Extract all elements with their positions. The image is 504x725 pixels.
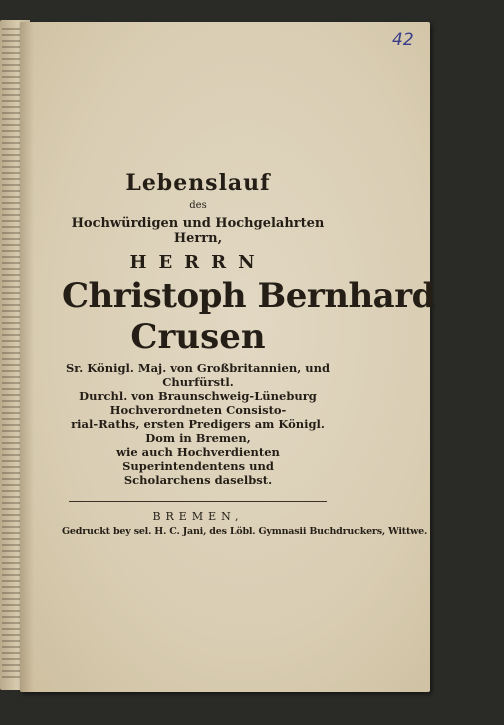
name-line-1: Christoph Bernhard — [62, 276, 435, 316]
honorific-line: Hochwürdigen und Hochgelahrten Herrn, — [71, 216, 325, 246]
imprint-place: BREMEN, — [152, 510, 244, 523]
description-line-2: Durchl. von Braunschweig-Lüneburg Hochverordneten Consisto- — [79, 389, 317, 417]
herrn-line: HERRN — [129, 252, 267, 273]
folio-number: 42 — [392, 30, 414, 50]
name-line-2: Crusen — [130, 317, 266, 357]
description-line-4: wie auch Hochverdienten Superintendentens und — [116, 445, 280, 473]
title-block — [62, 170, 435, 537]
main-title: Lebenslauf — [125, 170, 271, 196]
title-des: des — [189, 200, 207, 211]
description-line-5: Scholarchens daselbst. — [123, 473, 273, 487]
divider-rule — [69, 501, 327, 502]
page-gutter-shadow — [20, 22, 34, 692]
description-line-3: rial-Raths, ersten Predigers am Königl. Dom in Bremen, — [71, 417, 325, 445]
imprint-printer: Gedruckt bey sel. H. C. Jani, des Löbl. Gymnasii Buchdruckers, Wittwe. — [62, 526, 428, 537]
description-line-1: Sr. Königl. Maj. von Großbritannien, und Churfürstl. — [65, 361, 330, 389]
